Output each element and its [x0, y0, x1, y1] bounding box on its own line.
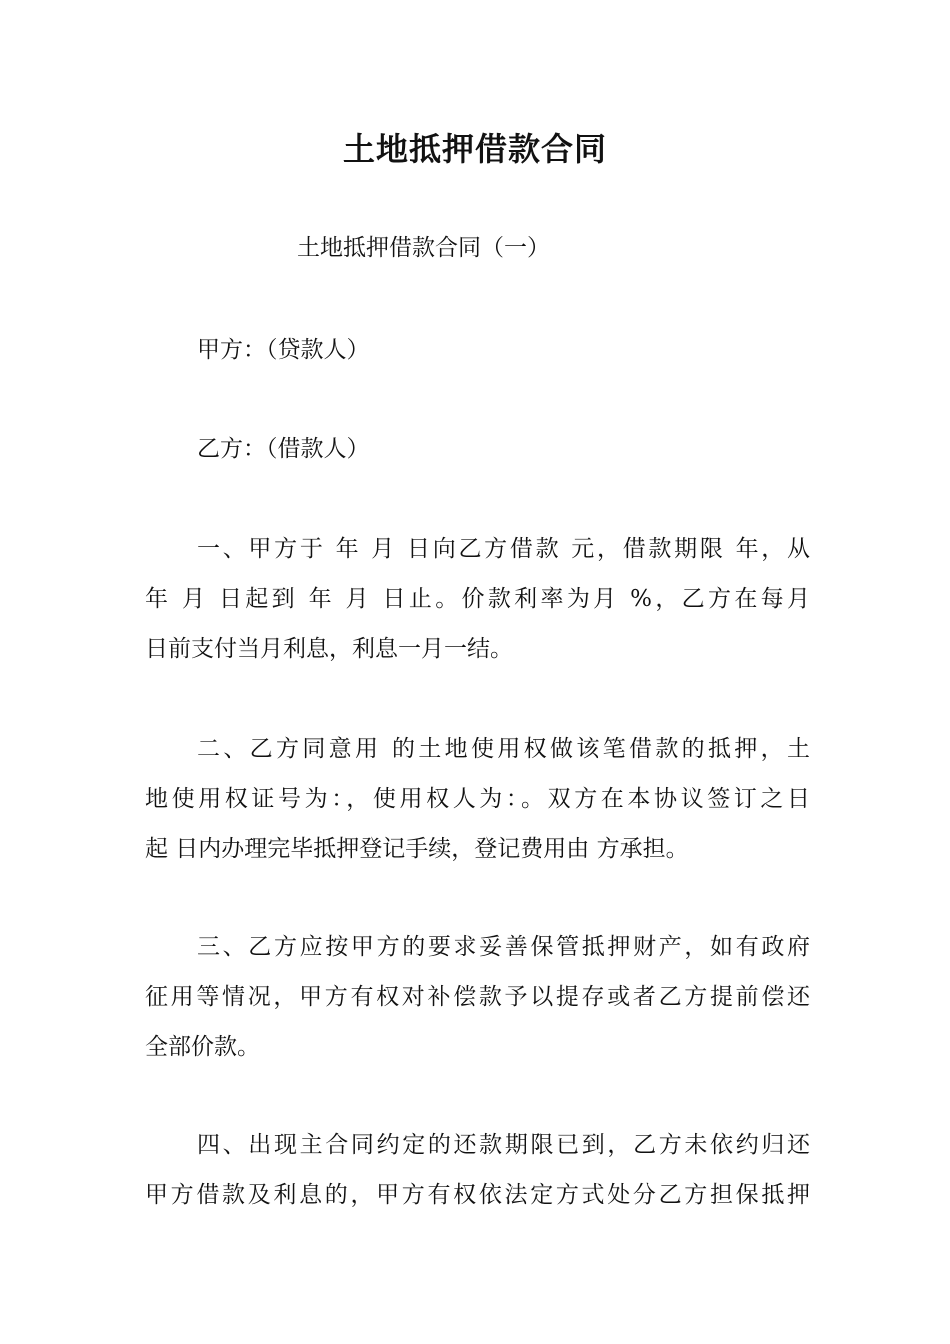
clause-line: 全部价款。	[145, 1034, 260, 1060]
clause-line: 二、乙方同意用 的土地使用权做该笔借款的抵押，土	[197, 736, 810, 762]
party-a-line: 甲方：（贷款人）	[197, 337, 370, 363]
clause-line: 四、出现主合同约定的还款期限已到，乙方未依约归还	[197, 1132, 810, 1158]
clause-line: 日前支付当月利息，利息一月一结。	[145, 636, 513, 662]
clause-line: 地使用权证号为：，使用权人为：。双方在本协议签订之日	[145, 786, 810, 812]
clause-line: 起 日内办理完毕抵押登记手续，登记费用由 方承担。	[145, 836, 689, 862]
clause-line: 三、乙方应按甲方的要求妥善保管抵押财产，如有政府	[197, 934, 810, 960]
contract-subtitle: 土地抵押借款合同（一）	[297, 235, 550, 261]
document-title: 土地抵押借款合同	[342, 130, 607, 168]
clause-line: 征用等情况，甲方有权对补偿款予以提存或者乙方提前偿还	[145, 984, 810, 1010]
clause-line: 年 月 日起到 年 月 日止。价款利率为月 %，乙方在每月	[145, 586, 810, 612]
clause-1	[145, 531, 810, 681]
clause-4	[145, 1127, 810, 1227]
clause-2	[145, 731, 810, 881]
clause-line: 一、甲方于 年 月 日向乙方借款 元，借款期限 年，从	[197, 536, 810, 562]
clause-3	[145, 929, 810, 1079]
clause-line: 甲方借款及利息的，甲方有权依法定方式处分乙方担保抵押	[145, 1182, 810, 1208]
party-b-line: 乙方：（借款人）	[197, 436, 370, 462]
